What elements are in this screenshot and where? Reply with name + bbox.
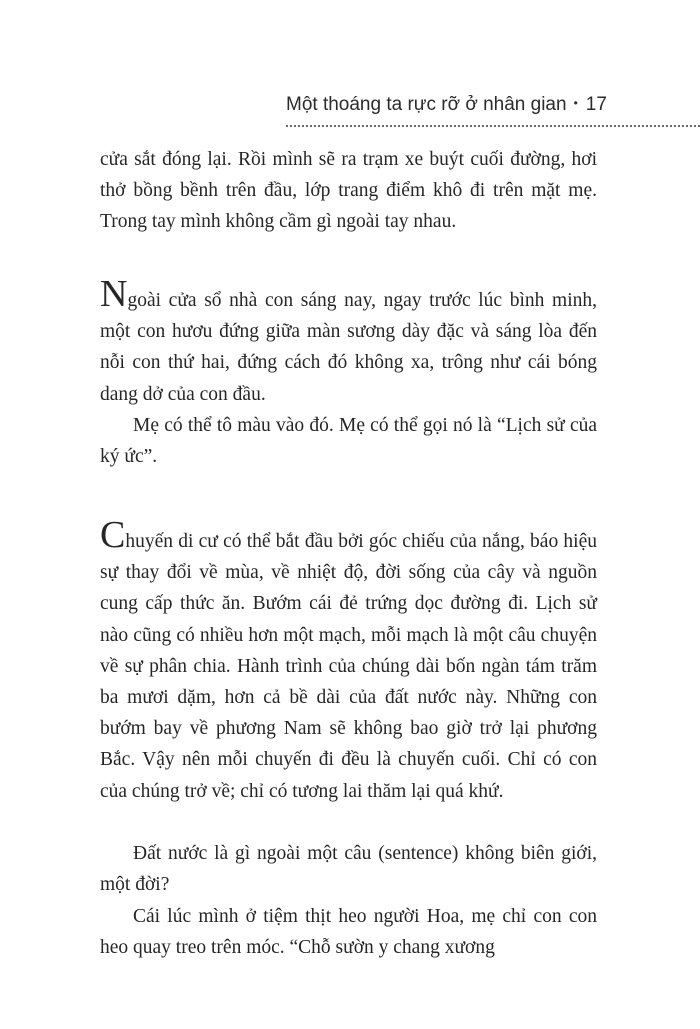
paragraph-color: Mẹ có thể tô màu vào đó. Mẹ có thể gọi nó là “Lịch sử của ký ức”.	[100, 415, 597, 468]
drop-cap: C	[100, 514, 126, 556]
running-title: Một thoáng ta rực rỡ ở nhân gian	[286, 94, 567, 115]
paragraph-migration: Chuyến di cư có thể bắt đầu bởi góc chiếu của nắng, báo hiệu sự thay đổi về mùa, về nhiệt độ, đời sống của cây và nguồn cung cấp thức ăn. Bướm cái đẻ trứng dọc đường đi. Lịch sử nào cũng có nhiều hơn một mạch, mỗi mạch là một câu chuyện về sự phân chia. Hành trình của chúng dài bốn ngàn tám trăm ba mươi dặm, hơn cả bề dài của đất nước này. Những con bướm bay về phương Nam sẽ không bao giờ trở lại phương Bắc. Vậy nên mỗi chuyến đi đều là chuyến cuối. Chỉ có con của chúng trở về; chỉ có tương lai thăm lại quá khứ.	[100, 514, 597, 802]
page-number: 17	[585, 94, 607, 115]
paragraph-butcher: Cái lúc mình ở tiệm thịt heo người Hoa, mẹ chỉ con con heo quay treo trên móc. “Chỗ sườn y chang xương	[100, 906, 597, 959]
running-header	[286, 94, 700, 116]
paragraph-continued: cửa sắt đóng lại. Rồi mình sẽ ra trạm xe buýt cuối đường, hơi thở bồng bềnh trên đầu, lớp trang điểm khô đi trên mặt mẹ. Trong tay mình không cầm gì ngoài tay nhau.	[100, 149, 597, 233]
paragraph-country: Đất nước là gì ngoài một câu (sentence) không biên giới, một đời?	[100, 843, 597, 896]
header-dotted-rule	[286, 125, 700, 127]
drop-cap: N	[100, 273, 128, 315]
bullet-separator: •	[573, 96, 578, 110]
paragraph-deer: Ngoài cửa sổ nhà con sáng nay, ngay trước lúc bình minh, một con hươu đứng giữa màn sương dày đặc và sáng lòa đến nỗi con thứ hai, đứng cách đó không xa, trông như cái bóng dang dở của con đầu.	[100, 273, 597, 405]
